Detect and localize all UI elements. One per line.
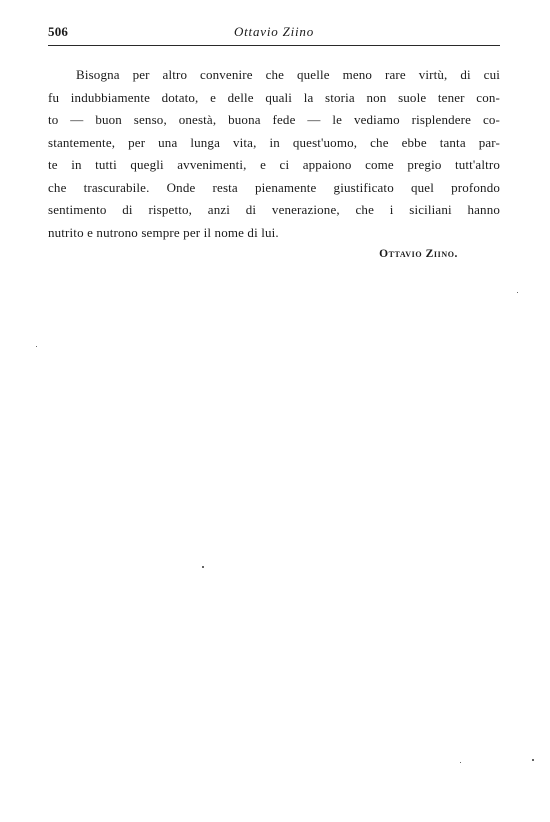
- running-head: Ottavio Ziino: [233, 24, 315, 39]
- header-rule: [48, 45, 500, 46]
- author-signature: Ottavio Ziino.: [379, 248, 458, 260]
- scan-speck: [36, 346, 37, 347]
- scan-speck: [460, 762, 461, 763]
- text-line: nutrito e nutrono sempre per il nome di lui.: [48, 224, 279, 240]
- scan-speck: [532, 759, 534, 761]
- text-line: Bisogna per altro convenire che quelle meno rare virtù, di cui: [76, 67, 500, 82]
- scan-speck: [517, 292, 518, 293]
- page-header: [48, 24, 500, 44]
- text-line: fu indubbiamente dotato, e delle quali la storia non suole tener con-: [48, 89, 500, 105]
- text-line: stantemente, per una lunga vita, in quest'uomo, che ebbe tanta par-: [48, 134, 500, 150]
- scan-speck: [202, 566, 204, 568]
- text-line: te in tutti quegli avvenimenti, e ci appaiono come pregio tutt'altro: [48, 157, 500, 172]
- text-line: sentimento di rispetto, anzi di venerazione, che i siciliani hanno: [48, 202, 500, 217]
- text-line: che trascurabile. Onde resta pienamente giustificato quel profondo: [48, 179, 500, 195]
- page-number: 506: [48, 24, 69, 39]
- text-line: to — buon senso, onestà, buona fede — le vediamo risplendere co-: [48, 112, 500, 127]
- body-paragraph: [48, 64, 500, 244]
